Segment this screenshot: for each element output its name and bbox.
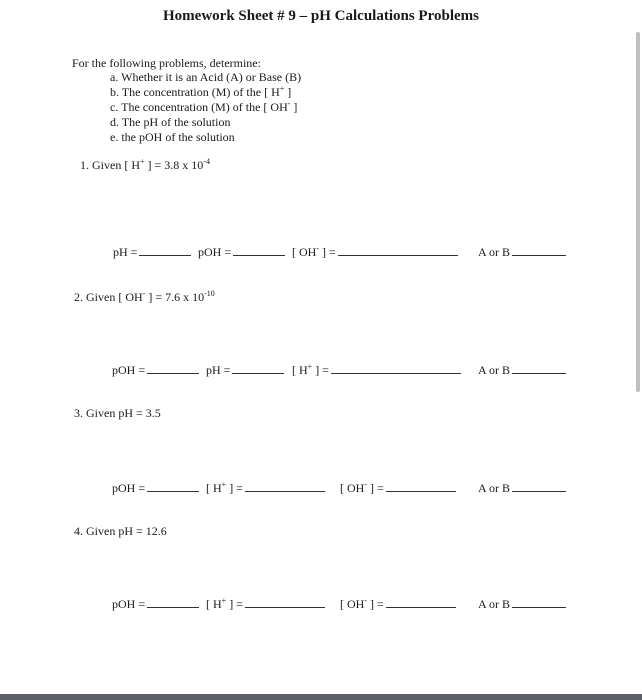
sub-item-text: The concentration (M) of the [ OH xyxy=(121,100,288,114)
answer-blank[interactable] xyxy=(386,480,456,492)
answer-acid-base xyxy=(478,362,566,378)
answer-blank[interactable] xyxy=(233,244,285,256)
answer-tail: ] = xyxy=(312,363,329,377)
answer-blank[interactable] xyxy=(232,362,284,374)
answer-tail: ] = xyxy=(226,597,243,611)
sub-item xyxy=(110,100,301,115)
given-text: Given pH = 3.5 xyxy=(86,406,161,420)
sub-item-text: The pH of the solution xyxy=(121,115,231,129)
problem-number: 1. xyxy=(80,158,89,172)
superscript: - xyxy=(287,99,291,108)
answer-label: [ OH xyxy=(340,481,365,495)
answer-label: A or B xyxy=(478,245,511,259)
answer-poh xyxy=(112,480,199,496)
answer-blank[interactable] xyxy=(139,244,191,256)
superscript: + xyxy=(221,480,227,489)
sub-item-tail: ] xyxy=(284,85,292,99)
superscript: - xyxy=(316,244,319,253)
superscript: + xyxy=(307,362,313,371)
answer-ph xyxy=(206,362,284,378)
problem-2-given xyxy=(74,290,215,305)
answer-label: A or B xyxy=(478,481,511,495)
answer-tail: ] = xyxy=(367,481,384,495)
answer-label: pH = xyxy=(206,363,231,377)
answer-oh xyxy=(340,596,456,612)
instructions: For the following problems, determine: xyxy=(72,56,261,70)
answer-blank[interactable] xyxy=(147,480,199,492)
answer-label: [ H xyxy=(206,597,222,611)
problem-number: 2. xyxy=(74,290,83,304)
sub-item-text: the pOH of the solution xyxy=(121,130,235,144)
answer-acid-base xyxy=(478,596,566,612)
scrollbar[interactable] xyxy=(636,32,640,392)
answer-poh xyxy=(112,362,199,378)
sub-item-list xyxy=(110,70,301,145)
answer-blank[interactable] xyxy=(331,362,461,374)
sub-item xyxy=(110,130,301,145)
problem-3-given xyxy=(74,406,161,421)
answer-label: pH = xyxy=(113,245,138,259)
bottom-bar xyxy=(0,694,642,700)
answer-poh xyxy=(112,596,199,612)
answer-label: A or B xyxy=(478,597,511,611)
sub-item-text: Whether it is an Acid (A) or Base (B) xyxy=(121,70,302,84)
exponent: -10 xyxy=(204,289,215,298)
sub-item-label: b. xyxy=(110,85,119,99)
answer-oh xyxy=(340,480,456,496)
sub-item xyxy=(110,85,301,100)
problem-1-given xyxy=(80,158,210,173)
problem-number: 3. xyxy=(74,406,83,420)
answer-label: [ H xyxy=(206,481,222,495)
answer-blank[interactable] xyxy=(512,480,566,492)
given-text: Given [ OH xyxy=(86,290,143,304)
sub-item-text: The concentration (M) of the [ H xyxy=(121,85,280,99)
sub-item-label: a. xyxy=(110,70,119,84)
given-text: Given [ H xyxy=(92,158,140,172)
answer-label: pOH = xyxy=(198,245,232,259)
answer-label: A or B xyxy=(478,363,511,377)
sub-item-label: c. xyxy=(110,100,119,114)
answer-blank[interactable] xyxy=(512,596,566,608)
answer-label: pOH = xyxy=(112,363,146,377)
page-title: Homework Sheet # 9 – pH Calculations Problems xyxy=(163,8,479,24)
answer-tail: ] = xyxy=(226,481,243,495)
sub-item-label: e. xyxy=(110,130,119,144)
answer-h xyxy=(206,596,325,612)
superscript: - xyxy=(364,480,367,489)
answer-label: [ OH xyxy=(292,245,317,259)
given-value: ] = 7.6 x 10 xyxy=(145,290,205,304)
answer-label: [ H xyxy=(292,363,308,377)
given-text: Given pH = 12.6 xyxy=(86,524,167,538)
sub-item-label: d. xyxy=(110,115,119,129)
superscript: - xyxy=(142,289,146,298)
superscript: - xyxy=(364,596,367,605)
answer-ph xyxy=(113,244,191,260)
answer-blank[interactable] xyxy=(245,480,325,492)
problem-4-given xyxy=(74,524,167,539)
superscript: + xyxy=(279,84,285,93)
answer-blank[interactable] xyxy=(147,362,199,374)
sub-item-tail: ] xyxy=(290,100,298,114)
sub-item xyxy=(110,70,301,85)
answer-blank[interactable] xyxy=(512,362,566,374)
answer-tail: ] = xyxy=(367,597,384,611)
answer-h xyxy=(292,362,461,378)
answer-tail: ] = xyxy=(319,245,336,259)
answer-acid-base xyxy=(478,480,566,496)
answer-blank[interactable] xyxy=(338,244,458,256)
exponent: -4 xyxy=(203,157,210,166)
answer-blank[interactable] xyxy=(147,596,199,608)
sub-item xyxy=(110,115,301,130)
answer-label: pOH = xyxy=(112,481,146,495)
superscript: + xyxy=(221,596,227,605)
answer-oh xyxy=(292,244,458,260)
answer-blank[interactable] xyxy=(245,596,325,608)
given-value: ] = 3.8 x 10 xyxy=(144,158,204,172)
answer-blank[interactable] xyxy=(512,244,566,256)
answer-h xyxy=(206,480,325,496)
superscript: + xyxy=(140,157,145,166)
answer-label: pOH = xyxy=(112,597,146,611)
answer-acid-base xyxy=(478,244,566,260)
answer-poh xyxy=(198,244,285,260)
problem-number: 4. xyxy=(74,524,83,538)
answer-blank[interactable] xyxy=(386,596,456,608)
answer-label: [ OH xyxy=(340,597,365,611)
